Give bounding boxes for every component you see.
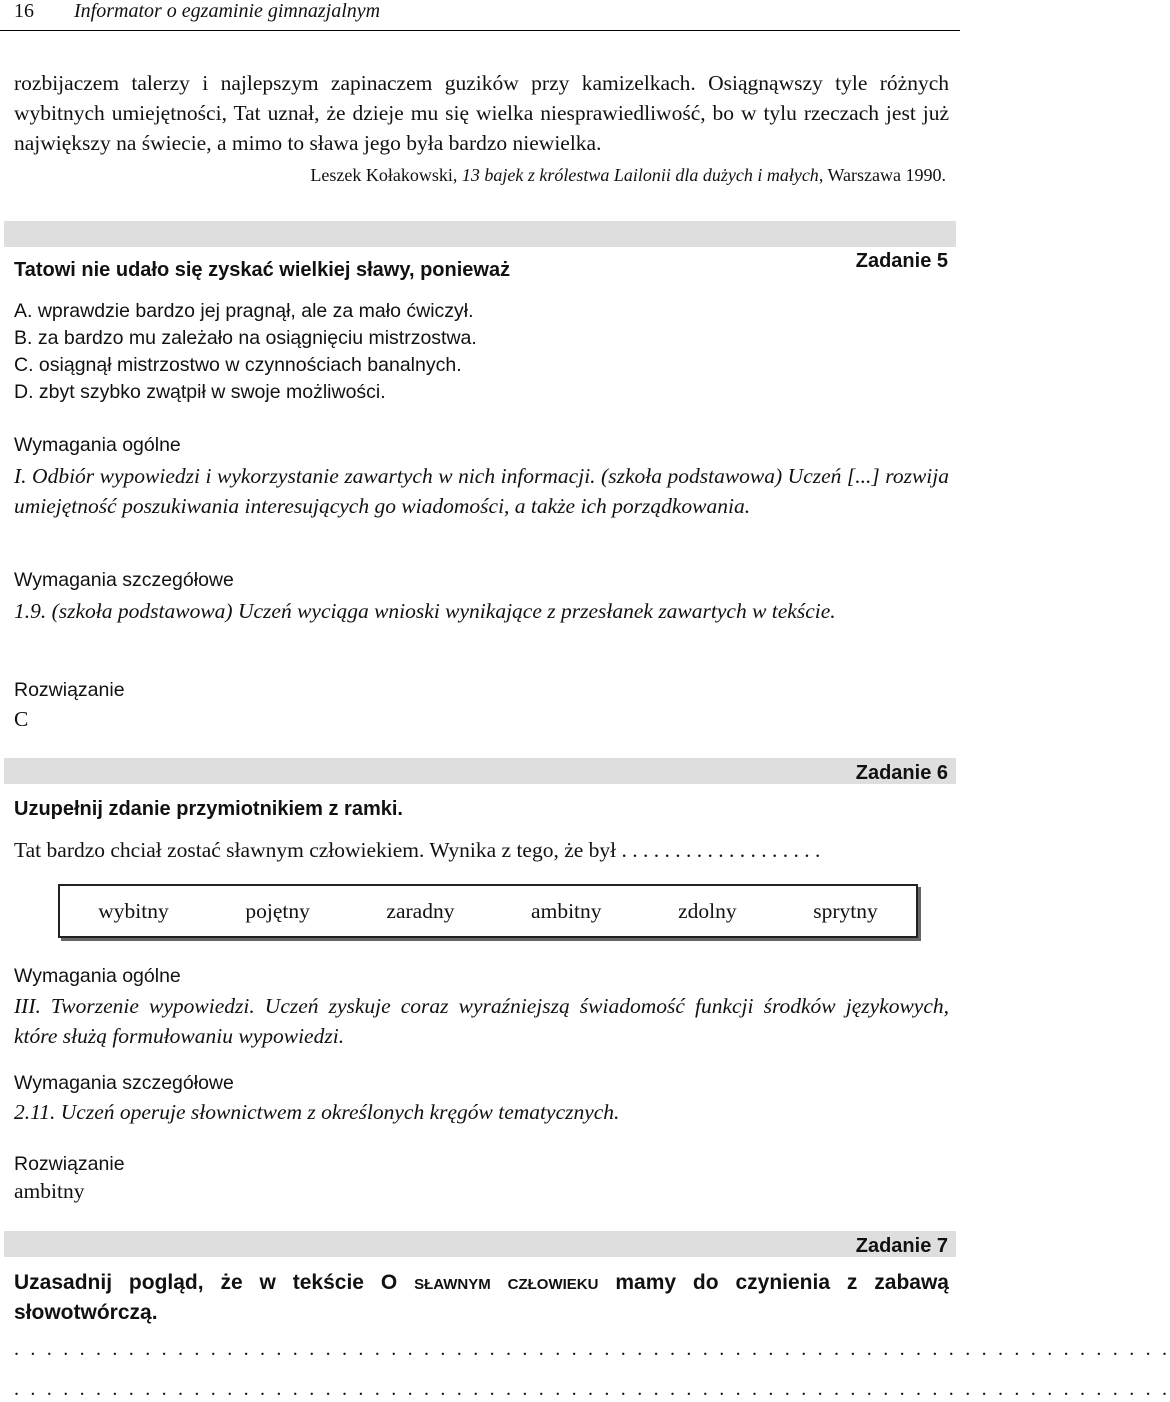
task5-general-heading: Wymagania ogólne bbox=[14, 434, 181, 456]
source-title: 13 bajek z królestwa Lailonii dla dużych i małych bbox=[461, 165, 819, 185]
word-option: zaradny bbox=[386, 898, 455, 923]
task5-option-c: C. osiągnął mistrzostwo w czynnościach banalnych. bbox=[14, 354, 462, 376]
word-option: wybitny bbox=[98, 898, 169, 923]
task5-options bbox=[14, 298, 477, 406]
task5-general-text: I. Odbiór wypowiedzi i wykorzystanie zawartych w nich informacji. (szkoła podstawowa) Uczeń [...] rozwija umiejętność poszukiwania interesujących go wiadomości, a także ich porządkowania. bbox=[14, 464, 949, 518]
task5-option-b: B. za bardzo mu zależało na osiągnięciu mistrzostwa. bbox=[14, 327, 477, 349]
source-publication: , Warszawa 1990. bbox=[818, 165, 946, 185]
task7-question bbox=[14, 1268, 949, 1328]
task5-option-d: D. zbyt szybko zwątpił w swoje możliwości. bbox=[14, 381, 386, 403]
task5-solution-heading: Rozwiązanie bbox=[14, 679, 125, 701]
task5-detailed-heading: Wymagania szczegółowe bbox=[14, 569, 234, 591]
task7-label: Zadanie 7 bbox=[855, 1235, 948, 1257]
task5-solution: C bbox=[14, 707, 29, 731]
excerpt-source bbox=[310, 165, 946, 186]
task6-detailed-text: 2.11. Uczeń operuje słownictwem z określonych kręgów tematycznych. bbox=[14, 1100, 620, 1124]
word-option: zdolny bbox=[678, 898, 737, 923]
task7-question-end: mamy do czynienia z zabawą słowotwórczą. bbox=[14, 1271, 949, 1324]
task5-question: Tatowi nie udało się zyskać wielkiej sławy, ponieważ bbox=[14, 259, 511, 281]
task6-general-heading: Wymagania ogólne bbox=[14, 965, 181, 987]
header-rule bbox=[0, 30, 960, 31]
task6-label: Zadanie 6 bbox=[855, 762, 948, 784]
excerpt-text: rozbijaczem talerzy i najlepszym zapinaczem guzików przy kamizelkach. Osiągnąwszy tyle różnych wybitnych umiejętności, Tat uznał, że dzieje mu się wielka niesprawiedliwość, bo w tylu rzeczach jest już największy na świecie, a mimo to sława jego była bardzo niewielka. bbox=[14, 71, 949, 155]
source-author: Leszek Kołakowski, bbox=[310, 165, 462, 185]
word-option: pojętny bbox=[245, 898, 310, 923]
answer-line-1[interactable]: . . . . . . . . . . . . . . . . . . . . . . . . . . . . . . . . . . . . . . . . . . . . . . . . . . . . . . . . . . . . . . . . . . . . . . . bbox=[14, 1338, 1170, 1360]
word-box bbox=[58, 884, 918, 938]
answer-line-2[interactable]: . . . . . . . . . . . . . . . . . . . . . . . . . . . . . . . . . . . . . . . . . . . . . . . . . . . . . . . . . . . . . . . . . . . . . . . bbox=[14, 1378, 1170, 1400]
task6-solution-heading: Rozwiązanie bbox=[14, 1153, 125, 1175]
task6-bar bbox=[4, 758, 956, 784]
word-option: ambitny bbox=[531, 898, 602, 923]
task6-general-text: III. Tworzenie wypowiedzi. Uczeń zyskuje coraz wyraźniejszą świadomość funkcji środków językowych, które służą formułowaniu wypowiedzi. bbox=[14, 994, 949, 1048]
task5-bar bbox=[4, 221, 956, 247]
task6-question: Uzupełnij zdanie przymiotnikiem z ramki. bbox=[14, 798, 403, 820]
task6-solution: ambitny bbox=[14, 1179, 85, 1203]
task6-sentence: Tat bardzo chciał zostać sławnym człowiekiem. Wynika z tego, że był . . . . . . . . . . . . . . . . . . . bbox=[14, 838, 821, 862]
task6-detailed-heading: Wymagania szczegółowe bbox=[14, 1072, 234, 1094]
task7-question-start: Uzasadnij pogląd, że w tekście O bbox=[14, 1271, 415, 1294]
word-option: sprytny bbox=[813, 898, 878, 923]
task5-detailed-text: 1.9. (szkoła podstawowa) Uczeń wyciąga wnioski wynikające z przesłanek zawartych w tekście. bbox=[14, 599, 836, 623]
running-header-title: Informator o egzaminie gimnazjalnym bbox=[74, 0, 381, 22]
task5-label: Zadanie 5 bbox=[855, 250, 948, 272]
task7-question-title: sławnym człowieku bbox=[414, 1271, 599, 1294]
page-number: 16 bbox=[14, 0, 34, 22]
task5-option-a: A. wprawdzie bardzo jej pragnął, ale za mało ćwiczył. bbox=[14, 300, 474, 322]
task7-bar bbox=[4, 1231, 956, 1257]
